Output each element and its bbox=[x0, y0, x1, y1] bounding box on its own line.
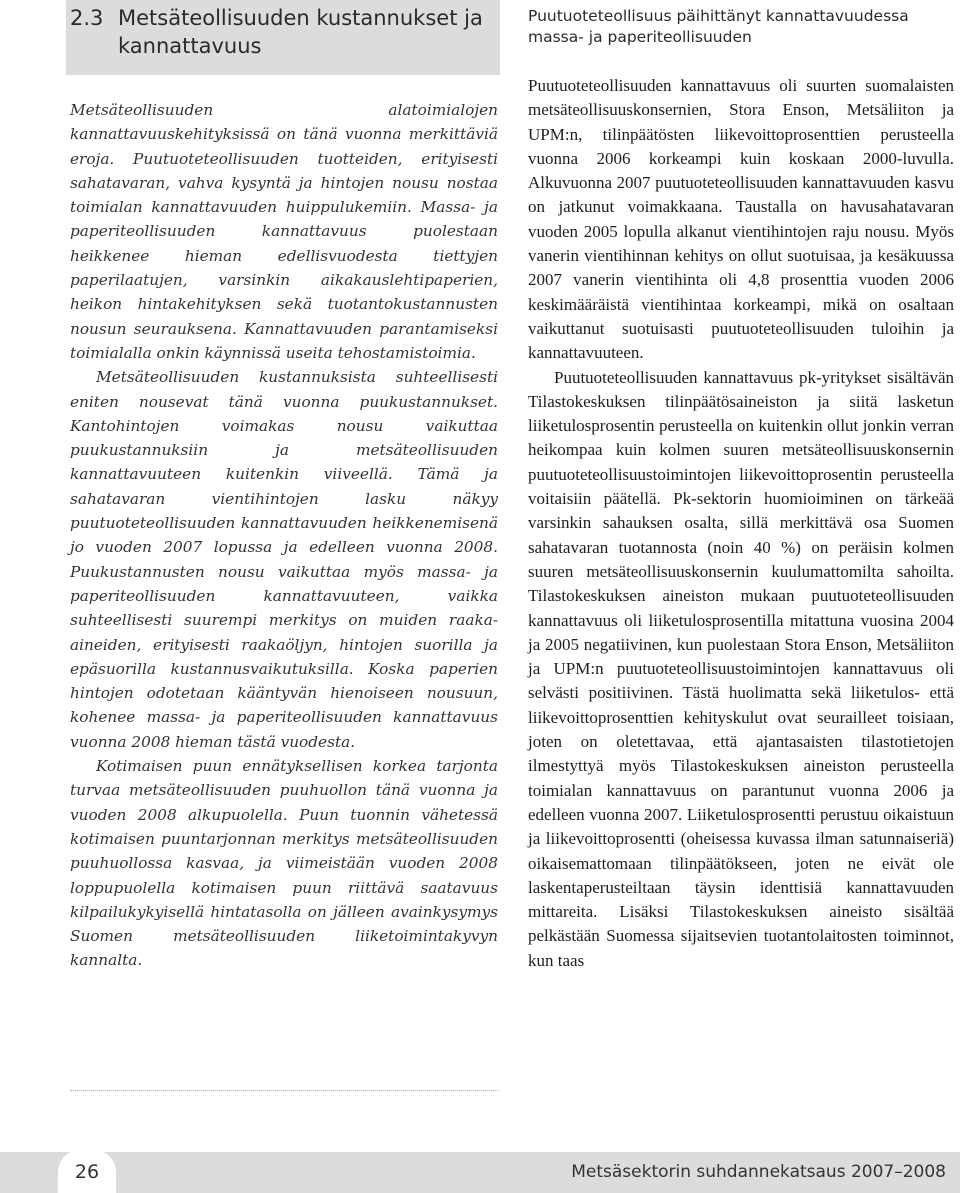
subheading-line2: massa- ja paperiteollisuuden bbox=[528, 28, 752, 46]
summary-column bbox=[70, 98, 498, 973]
summary-end-rule bbox=[70, 1090, 498, 1091]
summary-paragraph-3: Kotimaisen puun ennätyksellisen korkea tarjonta turvaa metsäteollisuuden puuhuollon tänä vuonna ja vuoden 2008 alkupuolella. Puun tuonnin vähetessä kotimaisen puuntarjonnan merkitys metsäteollisuuden puuhuollossa kasvaa, ja viimeistään vuoden 2008 loppupuolella kotimaisen puun riittävä saatavuus kilpailukykyisellä hintatasolla on jälleen avainkysymys Suomen metsäteollisuuden liiketoimintakyvyn kannalta. bbox=[70, 757, 498, 970]
body-paragraph-2: Puutuoteteollisuuden kannattavuus pk-yritykset sisältävän Tilastokeskuksen tilinpäätösaineiston ja siitä lasketun liiketulosprosentin perusteella on kuitenkin ollut jonkin verran heikompaa kuin kolmen suuren metsäteollisuuskonsernin puutuoteteollisuustoimintojen liikevoittoprosentin perusteella voitaisiin päätellä. Pk-sektorin huomioiminen on tärkeää varsinkin sahauksen osalta, sillä merkittävä osa Suomen sahatavaran tuotannosta (noin 40 %) on peräisin kolmen suuren metsäteollisuuskonsernin kuulumattomilta sahoilta. Tilastokeskuksen aineiston mukaan puutuoteteollisuuden kannattavuus oli liiketulosprosentilla mitattuna vuosina 2004 ja 2005 negatiivinen, kun puolestaan Stora Enson, Metsäliiton ja UPM:n puutuoteteollisuustoimintojen kannattavuus oli selvästi positiivinen. Tästä huolimatta sekä liiketulos- että liikevoittoprosenttien kehityskulut ovat seurailleet toisiaan, joten on oletettavaa, että ajantasaisten tilastotietojen ilmestyttyä myös Tilastokeskuksen aineiston perusteella toimialan kannattavuus on parantunut vuonna 2006 ja edelleen vuonna 2007. Liiketulosprosentti perustuu oikaistuun ja liikevoittoprosentti (oheisessa kuvassa ilman satunnaiseriä) oikaisemattomaan tilinpäätökseen, joten ne eivät ole laskentaperusteiltaan täysin identtisiä kannattavuuden mittareita. Lisäksi Tilastokeskuksen aineisto sisältää pelkästään Suomessa sijaitsevien tuotantolaitosten toiminnot, kun taas bbox=[528, 367, 954, 970]
summary-paragraph-1: Metsäteollisuuden alatoimialojen kannattavuuskehityksissä on tänä vuonna merkittäviä eroja. Puutuoteteollisuuden tuotteiden, erityisesti sahatavaran, vahva kysyntä ja hintojen nousu nostaa toimialan kannattavuuden huippulukemiin. Massa- ja paperiteollisuuden kannattavuus puolestaan heikkenee hieman edellisvuodesta tiettyjen paperilaatujen, varsinkin aikakauslehtipaperien, heikon hintakehityksen sekä tuotantokustannusten nousun seurauksena. Kannattavuuden parantamiseksi toimialalla onkin käynnissä useita tehostamistoimia. bbox=[70, 101, 498, 362]
subheading bbox=[528, 6, 948, 48]
publication-title: Metsäsektorin suhdannekatsaus 2007–2008 bbox=[571, 1162, 946, 1182]
body-paragraph-1: Puutuoteteollisuuden kannattavuus oli suurten suomalaisten metsäteollisuuskonsernien, Stora Enson, Metsäliiton ja UPM:n, tilinpäätösten liikevoittoprosenttien perusteella vuonna 2006 korkeampi kuin koskaan 2000-luvulla. Alkuvuonna 2007 puutuoteteollisuuden kannattavuuden kasvu on jatkunut voimakkaana. Taustalla on havusahatavaran vuoden 2005 lopulla alkanut vientihintojen raju nousu. Myös vanerin vientihinnan kehitys on ollut suotuisaa, ja kesäkuussa 2007 vanerin vientihinta oli 4,8 prosenttia vuoden 2006 keskimääräistä vientihintaa korkeampi, mikä on osaltaan vaikuttanut suotuisasti puutuoteteollisuuden tuloihin ja kannattavuuteen. bbox=[528, 76, 954, 363]
subheading-line1: Puutuoteteollisuus päihittänyt kannattavuudessa bbox=[528, 7, 909, 25]
section-number: 2.3 bbox=[70, 6, 104, 30]
section-title-line1: Metsäteollisuuden kustannukset ja bbox=[118, 6, 483, 30]
summary-paragraph-2: Metsäteollisuuden kustannuksista suhteellisesti eniten nousevat tänä vuonna puukustannukset. Kantohintojen voimakas nousu vaikuttaa puukustannuksiin ja metsäteollisuuden kannattavuuteen kuitenkin viiveellä. Tämä ja sahatavaran vientihintojen lasku näkyy puutuoteteollisuuden kannattavuuden heikkenemisenä jo vuoden 2007 lopussa ja edelleen vuonna 2008. Puukustannusten nousu vaikuttaa myös massa- ja paperiteollisuuden kannattavuuteen, vaikka suhteellisesti suurempi merkitys on muiden raaka-aineiden, erityisesti raakaöljyn, hintojen suorilla ja epäsuorilla kustannusvaikutuksilla. Koska paperien hintojen odotetaan kääntyvän hienoiseen nousuun, kohenee massa- ja paperiteollisuuden kannattavuus vuonna 2008 hieman tästä vuodesta. bbox=[70, 368, 498, 751]
page-number: 26 bbox=[74, 1161, 100, 1183]
section-title-line2: kannattavuus bbox=[118, 34, 262, 58]
body-column bbox=[528, 74, 954, 973]
section-heading bbox=[70, 4, 500, 60]
